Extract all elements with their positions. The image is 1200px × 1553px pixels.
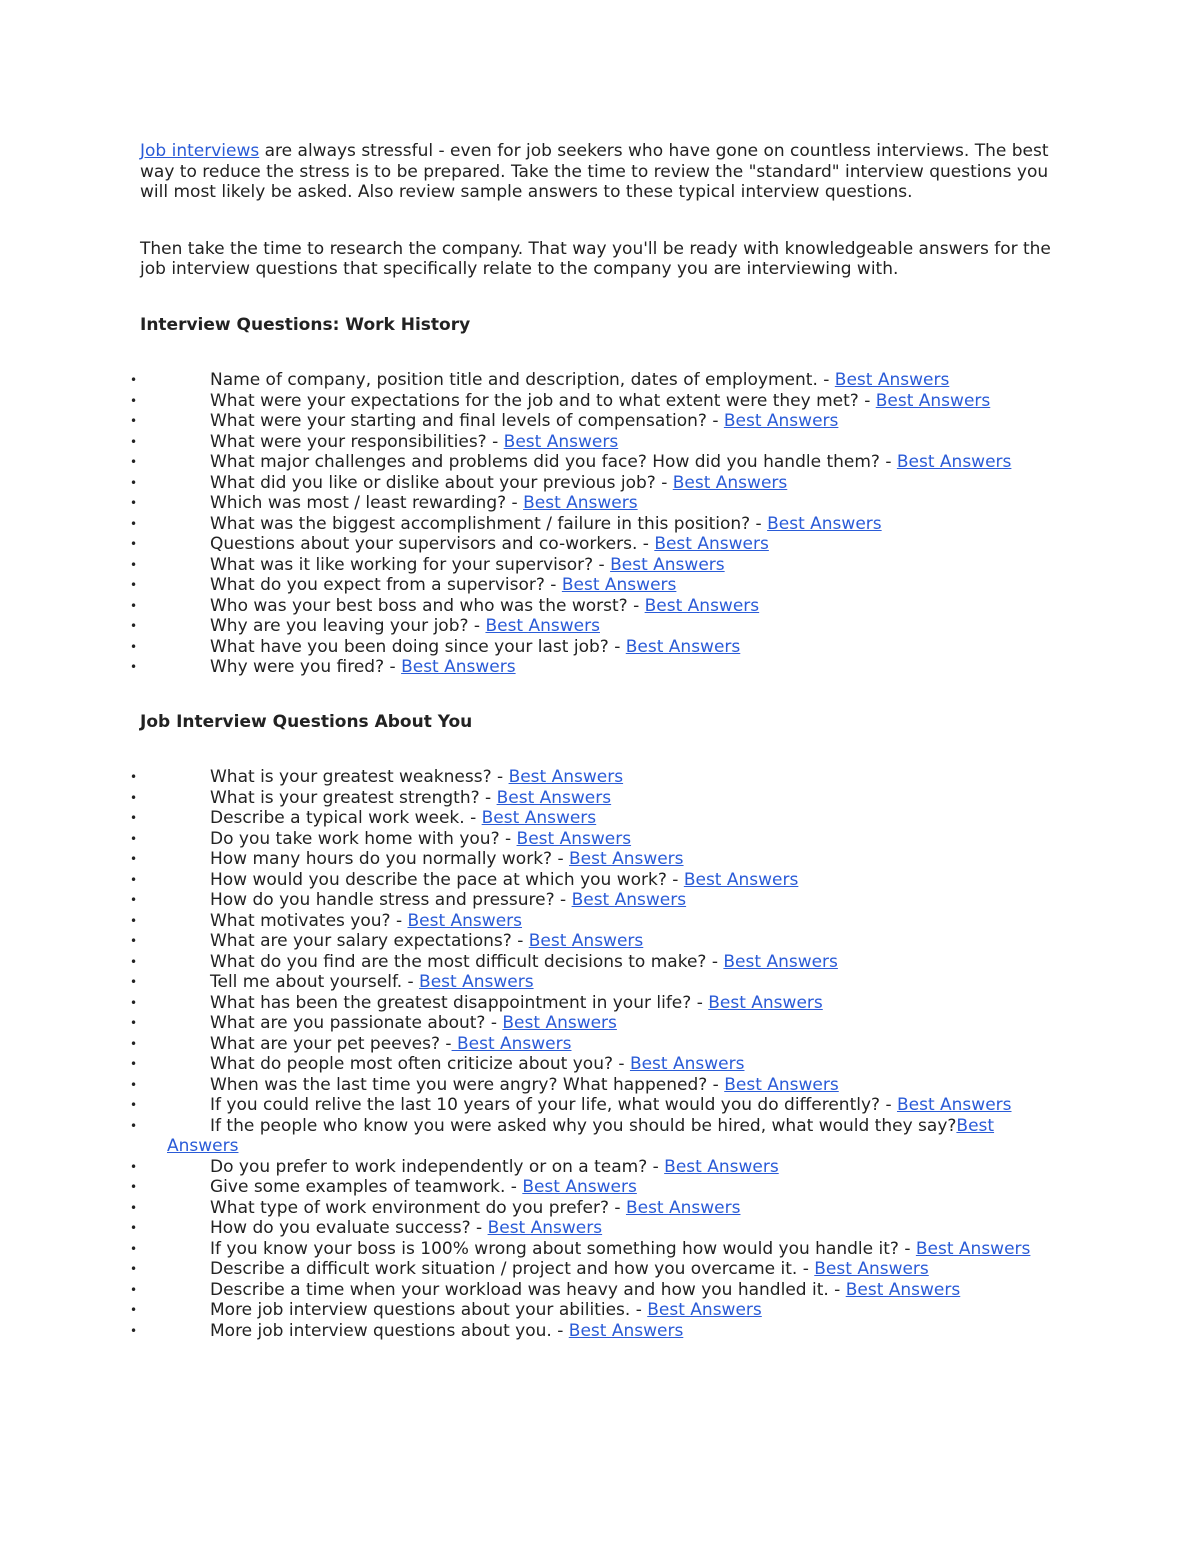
best-answers-link[interactable]: Best Answers [915, 1238, 1031, 1259]
bullet-icon: • [130, 1159, 138, 1174]
question-item [130, 767, 1070, 788]
question-item [130, 1095, 1070, 1116]
bullet-icon: • [130, 475, 138, 490]
bullet-icon: • [130, 537, 138, 551]
best-answers-link[interactable]: Best Answers [401, 657, 516, 677]
best-answers-link[interactable]: Best Answers [528, 931, 644, 951]
question-text: What did you like or dislike about your previous job? - [210, 472, 673, 493]
question-item [130, 1197, 1070, 1219]
question-text: What were your starting and final levels of compensation? - [210, 411, 724, 431]
bullet-icon: • [130, 893, 138, 907]
best-answers-link[interactable]: Best Answers [672, 472, 788, 493]
best-answers-link[interactable]: Best Answers [569, 849, 684, 869]
question-text: What was it like working for your supervisor? - [210, 554, 611, 575]
question-text: Describe a difficult work situation / project and how you overcame it. - [210, 1259, 815, 1279]
best-answers-link[interactable]: Best Answers [724, 1074, 839, 1095]
intro-paragraph [140, 141, 1070, 203]
best-answers-link[interactable]: Best Answers [481, 808, 597, 828]
best-answers-link[interactable]: Best Answers [845, 1279, 961, 1300]
question-text: What motivates you? - [210, 910, 408, 931]
question-item [130, 595, 1070, 617]
question-text: What are your salary expectations? - [210, 931, 529, 951]
best-answers-link[interactable]: Best Answers [561, 575, 677, 595]
question-text: What is your greatest strength? - [210, 787, 497, 808]
question-text: More job interview questions about your abilities. - [210, 1300, 648, 1320]
question-text: Why were you fired? - [210, 657, 402, 677]
best-answers-link[interactable]: Best Answers [834, 370, 950, 390]
question-item [130, 1156, 1070, 1178]
bullet-icon: • [130, 1323, 138, 1338]
best-answers-link[interactable]: Best Answers [485, 616, 600, 636]
bullet-icon: • [130, 639, 138, 654]
job-interviews-link[interactable]: Job interviews [140, 141, 260, 161]
question-text: Do you prefer to work independently or on a team? - [210, 1156, 665, 1177]
question-item [130, 1259, 1070, 1280]
bullet-icon: • [130, 578, 138, 592]
question-text: What was the biggest accomplishment / failure in this position? - [210, 513, 768, 534]
question-item [130, 575, 1070, 596]
about-you-question-list [130, 767, 1070, 1341]
best-answers-link[interactable]: Best Answers [568, 1320, 684, 1341]
best-answers-link[interactable]: Best Answers [407, 910, 523, 931]
question-text: What do you find are the most difficult decisions to make? - [210, 951, 724, 972]
question-item [130, 657, 1070, 678]
best-answers-link[interactable]: Best Answers [522, 1177, 637, 1197]
best-answers-link[interactable]: Best Answers [654, 534, 769, 554]
question-text: Give some examples of teamwork. - [210, 1177, 523, 1197]
question-text: What has been the greatest disappointment in your life? - [210, 992, 709, 1013]
question-item [130, 554, 1070, 576]
best-answers-link[interactable]: Best Answers [875, 390, 991, 411]
question-item [130, 636, 1070, 658]
question-text: More job interview questions about you. - [210, 1320, 569, 1341]
best-answers-link[interactable]: Best Answers [625, 636, 741, 657]
question-text: If you could relive the last 10 years of your life, what would you do differently? - [210, 1095, 897, 1115]
question-text: Describe a time when your workload was heavy and how you handled it. - [210, 1279, 846, 1300]
question-item [130, 1300, 1070, 1321]
question-text: Describe a typical work week. - [210, 808, 482, 828]
best-answers-link[interactable]: Best Answers [767, 513, 882, 534]
bullet-icon: • [130, 1200, 138, 1215]
question-item [130, 890, 1070, 911]
best-answers-link[interactable]: Best Answers [708, 992, 823, 1013]
question-text: Do you take work home with you? - [210, 828, 517, 849]
bullet-icon: • [130, 496, 138, 510]
bullet-icon: • [130, 434, 138, 449]
question-item [130, 1218, 1070, 1239]
best-answers-link[interactable]: Best Answers [496, 787, 612, 808]
question-item [130, 472, 1070, 494]
question-text: Tell me about yourself. - [210, 972, 420, 992]
question-item [130, 849, 1070, 870]
best-answers-link[interactable]: Best Answers [508, 767, 624, 787]
question-item [130, 431, 1070, 453]
work-history-question-list [130, 370, 1070, 678]
bullet-icon: • [130, 831, 138, 846]
question-item [130, 411, 1070, 432]
question-item [130, 390, 1070, 412]
best-answers-link[interactable]: Best Answers [723, 951, 838, 972]
bullet-icon: • [130, 852, 138, 866]
best-answers-link[interactable]: Best Answers [625, 1197, 741, 1218]
question-text: What were your responsibilities? - [210, 431, 504, 452]
question-text: What are you passionate about? - [210, 1013, 503, 1033]
question-item [130, 513, 1070, 535]
question-text: What have you been doing since your last job? - [210, 636, 626, 657]
bullet-icon: • [130, 1221, 138, 1235]
question-item [130, 452, 1070, 473]
question-item [130, 1013, 1070, 1034]
question-text: Who was your best boss and who was the worst? - [210, 595, 645, 616]
bullet-icon: • [130, 660, 138, 674]
bullet-icon: • [130, 790, 138, 805]
bullet-icon: • [130, 414, 138, 428]
question-text: Why are you leaving your job? - [210, 616, 486, 636]
best-answers-link[interactable]: Best Answers [610, 554, 725, 575]
bullet-icon: • [130, 1180, 138, 1194]
bullet-icon: • [130, 1118, 138, 1133]
bullet-icon: • [130, 393, 138, 408]
question-item [130, 1033, 1070, 1055]
bullet-icon: • [130, 1241, 138, 1256]
question-item [130, 972, 1070, 993]
best-answers-link[interactable]: Best Answers [814, 1259, 929, 1279]
bullet-icon: • [130, 975, 138, 989]
question-text: How do you handle stress and pressure? - [210, 890, 572, 910]
best-answers-link[interactable]: Best Answers [503, 431, 619, 452]
bullet-icon: • [130, 1262, 138, 1276]
bullet-icon: • [130, 557, 138, 572]
question-item [130, 951, 1070, 973]
question-text: Which was most / least rewarding? - [210, 493, 524, 513]
question-text: What do you expect from a supervisor? - [210, 575, 562, 595]
bullet-icon: • [130, 1282, 138, 1297]
question-text: How do you evaluate success? - [210, 1218, 488, 1238]
question-item [130, 910, 1070, 932]
bullet-icon: • [130, 1303, 138, 1317]
question-item [130, 931, 1070, 952]
document-body [130, 141, 1070, 1341]
best-answers-link[interactable]: Best Answers [723, 411, 839, 431]
best-answers-link[interactable]: Best Answers [487, 1218, 603, 1238]
best-answers-link[interactable]: Best Answers [896, 452, 1012, 472]
question-item [130, 828, 1070, 850]
best-answers-link[interactable]: Best Answers [664, 1156, 779, 1177]
question-text: What type of work environment do you prefer? - [210, 1197, 626, 1218]
question-item [130, 370, 1070, 391]
best-answers-link[interactable]: Best Answers [571, 890, 687, 910]
question-item [130, 869, 1070, 891]
bullet-icon: • [130, 373, 138, 387]
question-item [130, 1054, 1070, 1075]
best-answers-link[interactable]: Best Answers [896, 1095, 1012, 1115]
question-item [130, 1320, 1070, 1342]
bullet-icon: • [130, 455, 138, 469]
question-text: Name of company, position title and description, dates of employment. - [210, 370, 835, 390]
question-text: What were your expectations for the job and to what extent were they met? - [210, 390, 876, 411]
question-text: What are your pet peeves? - [210, 1033, 452, 1054]
research-paragraph: Then take the time to research the company. That way you'll be ready with knowledgeable answers for the job interview questions that specifically relate to the company you are interviewing with. [140, 238, 1051, 279]
best-answers-link[interactable]: Best Answers [629, 1054, 745, 1074]
bullet-icon: • [130, 1036, 138, 1051]
best-answers-link[interactable]: Best Answers [644, 595, 760, 616]
question-item [130, 534, 1070, 555]
question-item [130, 1074, 1070, 1096]
bullet-icon: • [130, 770, 138, 784]
best-answers-link[interactable]: Best Answers [419, 972, 534, 992]
bullet-icon: • [130, 913, 138, 928]
question-item [130, 992, 1070, 1014]
question-text: What is your greatest weakness? - [210, 767, 509, 787]
bullet-icon: • [130, 995, 138, 1010]
work-history-heading: Interview Questions: Work History [140, 314, 471, 335]
bullet-icon: • [130, 872, 138, 887]
question-text: How would you describe the pace at which you work? - [210, 869, 684, 890]
bullet-icon: • [130, 934, 138, 948]
best-answers-link[interactable]: Best Answers [523, 493, 638, 513]
bullet-icon: • [130, 954, 138, 969]
question-text: If the people who know you were asked why you should be hired, what would they say? [210, 1115, 957, 1136]
bullet-icon: • [130, 1057, 138, 1071]
question-item [130, 493, 1070, 514]
best-answers-link[interactable]: Best Answers [451, 1033, 572, 1054]
bullet-icon: • [130, 811, 138, 825]
about-you-heading: Job Interview Questions About You [140, 711, 473, 732]
bullet-icon: • [130, 619, 138, 633]
intro-paragraph-text: are always stressful - even for job seekers who have gone on countless interviews. The best way to reduce the stress is to be prepared. Take the time to review the "standard" interview questions you will most likely be asked. Also review sample answers to these typical interview questions. [140, 141, 1049, 202]
question-item [130, 1238, 1070, 1260]
question-item [130, 808, 1070, 829]
question-text: What major challenges and problems did you face? How did you handle them? - [210, 452, 897, 472]
best-answers-link[interactable]: Best Answers [647, 1300, 762, 1320]
question-item [130, 787, 1070, 809]
bullet-icon: • [130, 1016, 138, 1030]
question-text: Questions about your supervisors and co-workers. - [210, 534, 655, 554]
question-item [130, 1177, 1070, 1198]
best-answers-link[interactable]: Best Answers [167, 1115, 995, 1156]
question-text: If you know your boss is 100% wrong about something how would you handle it? - [210, 1238, 916, 1259]
bullet-icon: • [130, 598, 138, 613]
bullet-icon: • [130, 516, 138, 531]
best-answers-link[interactable]: Best Answers [516, 828, 632, 849]
bullet-icon: • [130, 1077, 138, 1092]
question-item [130, 1115, 1070, 1157]
question-item [130, 1279, 1070, 1301]
bullet-icon: • [130, 1098, 138, 1112]
best-answers-link[interactable]: Best Answers [683, 869, 799, 890]
question-text: How many hours do you normally work? - [210, 849, 570, 869]
question-item [130, 616, 1070, 637]
best-answers-link[interactable]: Best Answers [502, 1013, 617, 1033]
question-text: When was the last time you were angry? What happened? - [210, 1074, 725, 1095]
question-text: What do people most often criticize about you? - [210, 1054, 630, 1074]
